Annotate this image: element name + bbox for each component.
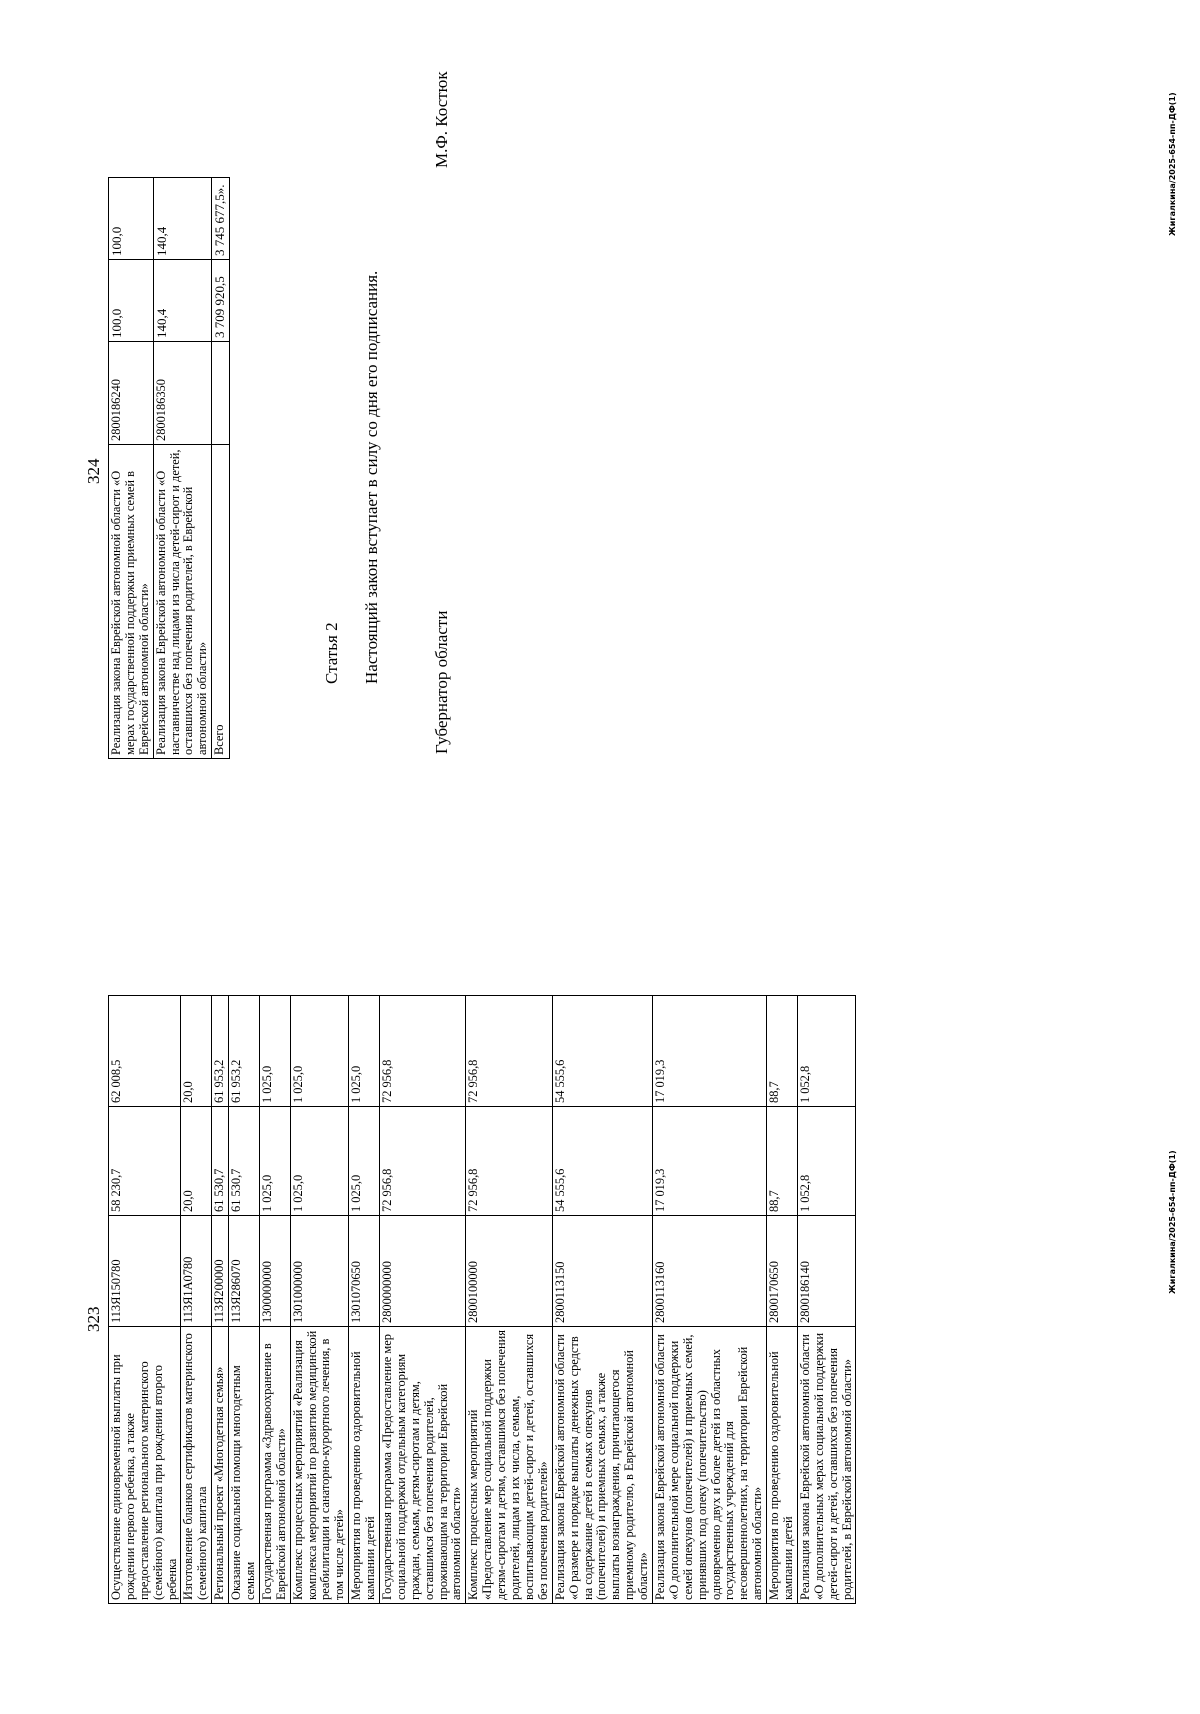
footer-left: Жигалкина/2025-654-пп-ДФ(1)	[1168, 1150, 1177, 1294]
row-name-cell: Комплекс процессных мероприятий «Реализация комплекса мероприятий по развитию медицинской реабилитации и санаторно-курортного лечения, в том числе детей»	[290, 1327, 349, 1604]
row-name-cell: Комплекс процессных мероприятий «Предоставление мер социальной поддержки детям-сиротам и детям, оставшимся без попечения родителей, лицам из их числа, семьям, воспитывающим детей-сирот и детей, оставшихся без попечения родителей»	[466, 1327, 552, 1604]
row-value-2-cell: 72 956,8	[466, 996, 552, 1107]
row-value-2-cell: 54 555,6	[552, 996, 652, 1107]
table-row	[109, 178, 154, 759]
row-value-2-cell: 1 052,8	[797, 996, 856, 1107]
governor-name: М.Ф. Костюк	[432, 71, 451, 168]
row-value-2-cell: 61 953,2	[229, 996, 260, 1107]
row-value-2-cell: 140,4	[153, 178, 212, 260]
row-name-cell: Мероприятия по проведению оздоровительной кампании детей	[767, 1327, 798, 1604]
table-row	[552, 996, 652, 1604]
row-value-1-cell: 58 230,7	[109, 1107, 181, 1216]
table-row	[181, 996, 212, 1604]
table-row	[229, 996, 260, 1604]
row-name-cell: Реализация закона Еврейской автономной области «О наставничестве над лицами из числа детей-сирот и детей, оставшихся без попечения родителей, в Еврейской автономной области»	[153, 445, 212, 759]
budget-table-right	[108, 177, 230, 759]
table-row	[153, 178, 212, 759]
row-value-2-cell: 61 953,2	[212, 996, 229, 1107]
row-name-cell: Региональный проект «Многодетная семья»	[212, 1327, 229, 1604]
total-value-1-cell: 3 709 920,5	[212, 260, 230, 342]
row-value-1-cell: 72 956,8	[466, 1107, 552, 1216]
row-code-cell: 2800186350	[153, 342, 212, 445]
row-code-cell: 2800170650	[767, 1216, 798, 1327]
row-value-2-cell: 17 019,3	[652, 996, 766, 1107]
row-value-2-cell: 88,7	[767, 996, 798, 1107]
row-name-cell: Реализация закона Еврейской автономной области «О размере и порядке выплаты денежных средств на содержание детей в семьях опекунов (попечителей) и приемных семьях, а также выплаты вознаграждения, причитающегося приемному родителю, в Еврейской автономной области»	[552, 1327, 652, 1604]
row-code-cell: 113Я150780	[109, 1216, 181, 1327]
row-name-cell: Реализация закона Еврейской автономной области «О мерах государственной поддержки приемных семей в Еврейской автономной области»	[109, 445, 154, 759]
row-code-cell: 2800100000	[466, 1216, 552, 1327]
row-code-cell: 113Я1А0780	[181, 1216, 212, 1327]
row-code-cell: 1301000000	[290, 1216, 349, 1327]
row-value-2-cell: 1 025,0	[349, 996, 380, 1107]
total-label-cell: Всего	[212, 445, 230, 759]
row-value-1-cell: 61 530,7	[229, 1107, 260, 1216]
row-name-cell: Реализация закона Еврейской автономной области «О дополнительной мере социальной поддержки семей опекунов (попечителей) и приемных семей, принявших под опеку (попечительство) одновременно двух и более детей из областных государственных учреждений для несовершеннолетних, на территории Еврейской автономной области»	[652, 1327, 766, 1604]
total-empty-cell	[212, 342, 230, 445]
total-value-2-cell: 3 745 677,5».	[212, 178, 230, 260]
row-code-cell: 2800186240	[109, 342, 154, 445]
row-name-cell: Мероприятия по проведению оздоровительной кампании детей	[349, 1327, 380, 1604]
row-value-1-cell: 1 052,8	[797, 1107, 856, 1216]
row-value-1-cell: 61 530,7	[212, 1107, 229, 1216]
table-row	[290, 996, 349, 1604]
row-value-2-cell: 72 956,8	[380, 996, 466, 1107]
footer-right: Жигалкина/2025-654-пп-ДФ(1)	[1168, 92, 1177, 236]
row-value-1-cell: 1 025,0	[259, 1107, 290, 1216]
table-row	[349, 996, 380, 1604]
row-value-2-cell: 1 025,0	[290, 996, 349, 1107]
row-code-cell: 2800186140	[797, 1216, 856, 1327]
row-value-1-cell: 54 555,6	[552, 1107, 652, 1216]
table-row	[797, 996, 856, 1604]
row-code-cell: 1301070650	[349, 1216, 380, 1327]
row-code-cell: 2800000000	[380, 1216, 466, 1327]
page-number-left: 323	[84, 1306, 103, 1332]
article-text: Настоящий закон вступает в силу со дня его подписания.	[362, 270, 381, 684]
row-code-cell: 113Я286070	[229, 1216, 260, 1327]
row-name-cell: Осуществление единовременной выплаты при рождении первого ребенка, а также предоставление регионального материнского (семейного) капитала при рождении второго ребенка	[109, 1327, 181, 1604]
total-row	[212, 178, 230, 759]
row-value-1-cell: 140,4	[153, 260, 212, 342]
row-value-2-cell: 62 008,5	[109, 996, 181, 1107]
row-code-cell: 2800113160	[652, 1216, 766, 1327]
table-row	[109, 996, 181, 1604]
budget-table-left	[108, 995, 856, 1604]
row-value-1-cell: 1 025,0	[290, 1107, 349, 1216]
table-row	[466, 996, 552, 1604]
article-title: Статья 2	[322, 622, 341, 684]
row-code-cell: 113Я200000	[212, 1216, 229, 1327]
row-value-2-cell: 1 025,0	[259, 996, 290, 1107]
table-row	[259, 996, 290, 1604]
page-number-right: 324	[84, 458, 103, 484]
table-row	[652, 996, 766, 1604]
row-code-cell: 2800113150	[552, 1216, 652, 1327]
row-value-1-cell: 72 956,8	[380, 1107, 466, 1216]
row-value-1-cell: 20,0	[181, 1107, 212, 1216]
row-name-cell: Изготовление бланков сертификатов материнского (семейного) капитала	[181, 1327, 212, 1604]
row-code-cell: 1300000000	[259, 1216, 290, 1327]
row-value-1-cell: 88,7	[767, 1107, 798, 1216]
row-value-2-cell: 20,0	[181, 996, 212, 1107]
row-value-1-cell: 1 025,0	[349, 1107, 380, 1216]
row-value-1-cell: 100,0	[109, 260, 154, 342]
table-row	[767, 996, 798, 1604]
row-value-2-cell: 100,0	[109, 178, 154, 260]
row-name-cell: Государственная программа «Здравоохранение в Еврейской автономной области»	[259, 1327, 290, 1604]
table-row	[380, 996, 466, 1604]
row-value-1-cell: 17 019,3	[652, 1107, 766, 1216]
row-name-cell: Реализация закона Еврейской автономной области «О дополнительных мерах социальной поддержки детей-сирот и детей, оставшихся без попечения родителей, в Еврейской автономной области»	[797, 1327, 856, 1604]
row-name-cell: Государственная программа «Предоставление мер социальной поддержки отдельным категориям граждан, семьям, детям-сиротам и детям, оставшимся без попечения родителей, проживающим на территории Еврейской автономной области»	[380, 1327, 466, 1604]
governor-title: Губернатор области	[432, 610, 451, 754]
row-name-cell: Оказание социальной помощи многодетным семьям	[229, 1327, 260, 1604]
table-row	[212, 996, 229, 1604]
